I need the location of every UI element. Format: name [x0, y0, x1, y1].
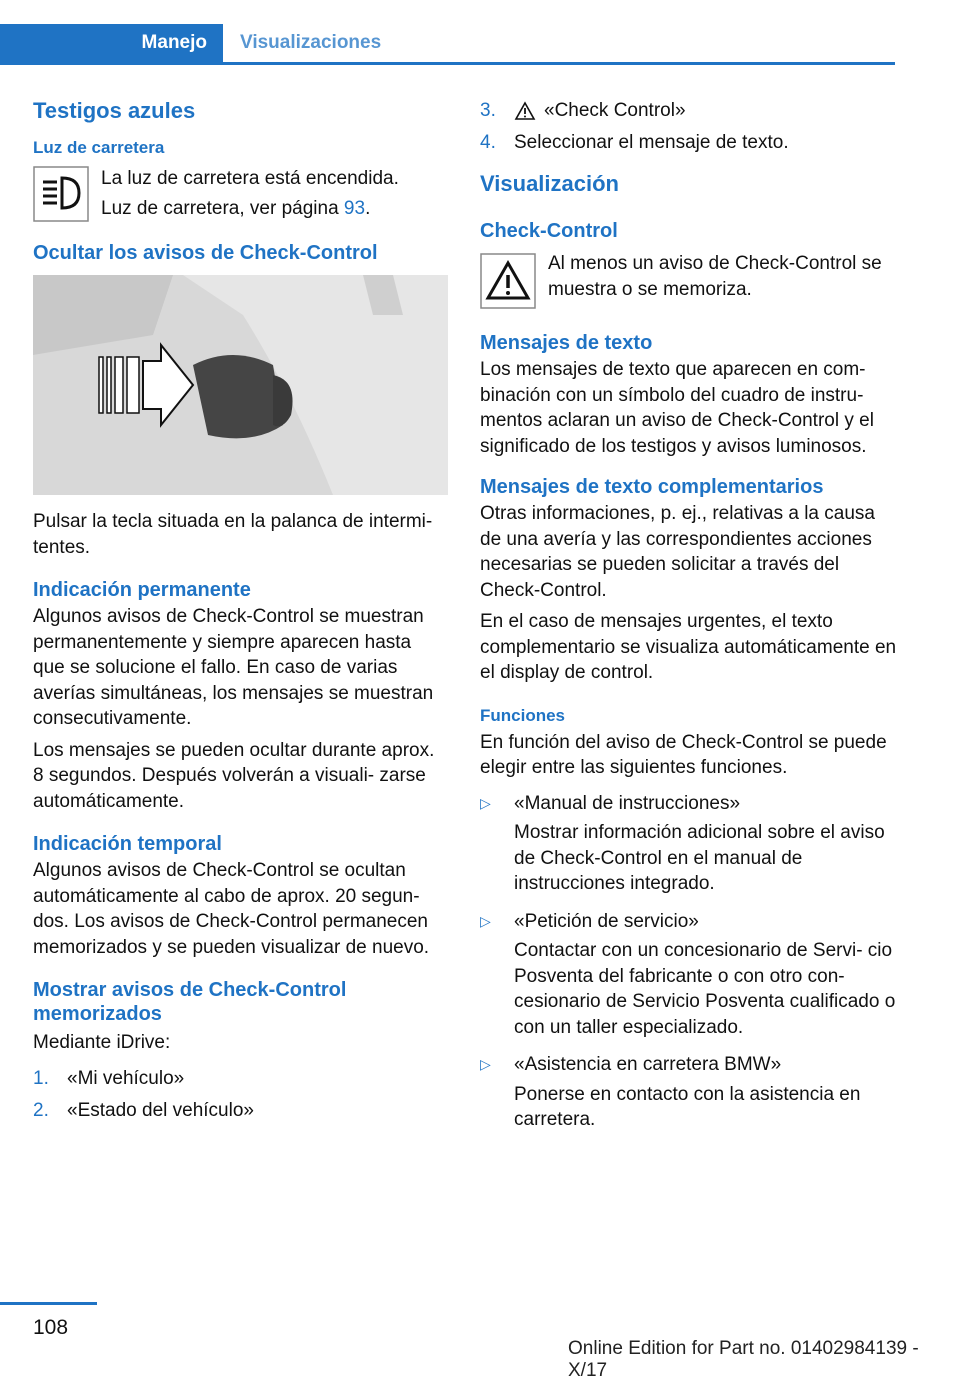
warning-triangle-icon: [480, 253, 536, 309]
indicator-high-beam: [33, 166, 448, 225]
funciones-text: En función del aviso de Check-Control se puede elegir entre las siguientes funciones.: [480, 731, 887, 778]
heading-ocultar: Ocultar los avisos de Check-Control: [33, 242, 378, 264]
page-link-93[interactable]: 93: [343, 197, 366, 219]
page-number: 108: [33, 1316, 69, 1339]
temporal-text-1: Algunos avisos de Check-Control se ocultan automáticamente al cabo de aprox. 20 segun‐ dos. Los avisos de Check-Control permanecen memorizados y se pueden visualizar de nuevo.: [33, 860, 430, 958]
mensajes-text: Los mensajes de texto que aparecen en com‐ binación con un símbolo del cuadro de instru‐ mentos aclaran un aviso de Check-Control y el significado de los testigos y avisos luminosos.: [480, 359, 874, 457]
list-item: ▷ «Manual de instrucciones» Mostrar información adicional sobre el aviso de Check-Control en el manual de instrucciones integrado.: [480, 792, 885, 894]
turn-signal-lever-photo: [33, 275, 448, 495]
heading-mostrar: Mostrar avisos de Check-Control memorizados: [33, 979, 347, 1025]
right-column: [480, 98, 898, 1145]
heading-luz-carretera: Luz de carretera: [33, 138, 165, 157]
list-item: 1. «Mi vehículo»: [33, 1067, 185, 1089]
indicator-check-control: [480, 253, 898, 309]
heading-complementarios: Mensajes de texto complementarios: [480, 476, 824, 498]
heading-temporal: Indicación temporal: [33, 833, 222, 855]
tab-manejo[interactable]: Manejo: [0, 24, 223, 62]
funciones-list: [480, 791, 898, 1137]
pulsar-text: Pulsar la tecla situada en la palanca de intermi‐ tentes.: [33, 511, 433, 558]
list-item: 4. Seleccionar el mensaje de texto.: [480, 132, 789, 153]
heading-funciones: Funciones: [480, 705, 566, 725]
idrive-text: Mediante iDrive:: [33, 1032, 171, 1053]
tab-visualizaciones[interactable]: Visualizaciones: [240, 32, 382, 53]
list-item: ▷ «Petición de servicio» Contactar con un concesionario de Servi‐ cio Posventa del fabricante o con otro con‐ cesionario de Servicio Posventa cualificado o con un taller especializado.: [480, 910, 896, 1038]
edition-text: Online Edition for Part no. 01402984139 - X/17: [568, 1338, 919, 1381]
heading-testigos: Testigos azules: [33, 98, 196, 123]
footer-rule: [0, 1302, 97, 1305]
heading-mensajes: Mensajes de texto: [480, 332, 653, 354]
luz-text-2: Luz de carretera, ver página 93.: [101, 197, 371, 219]
steps-list-right: [480, 98, 898, 155]
list-item: 3. «Check Control»: [480, 100, 686, 121]
left-column: [33, 98, 448, 1131]
header-bar: [0, 24, 895, 65]
permanente-text-2: Los mensajes se pueden ocultar durante aprox. 8 segundos. Después volverán a visuali‐ zarse automáticamente.: [33, 739, 435, 812]
complementarios-text-2: En el caso de mensajes urgentes, el texto complementario se visualiza automáticamente en el display de control.: [480, 611, 897, 683]
heading-visualizacion: Visualización: [480, 171, 619, 196]
heading-permanente: Indicación permanente: [33, 579, 251, 601]
high-beam-icon: [33, 166, 89, 222]
permanente-text-1: Algunos avisos de Check-Control se muestran permanentemente y siempre aparecen hasta que se solucione el fallo. En caso de varias averías simultáneas, los mensajes se muestran consecutivamente.: [33, 606, 434, 729]
list-item: 2. «Estado del vehículo»: [33, 1099, 254, 1121]
check-control-text: Al menos un aviso de Check-Control se muestra o se memoriza.: [548, 253, 882, 300]
heading-check-control: Check-Control: [480, 220, 618, 242]
luz-text-1: La luz de carretera está encendida.: [101, 168, 399, 189]
list-item: ▷ «Asistencia en carretera BMW» Ponerse en contacto con la asistencia en carretera.: [480, 1054, 861, 1130]
complementarios-text-1: Otras informaciones, p. ej., relativas a la causa de una avería y las correspondientes acciones necesarias se pueden solicitar a través del Check-Control.: [480, 503, 875, 601]
warning-triangle-icon: [514, 101, 536, 121]
steps-list-left: [33, 1066, 448, 1123]
